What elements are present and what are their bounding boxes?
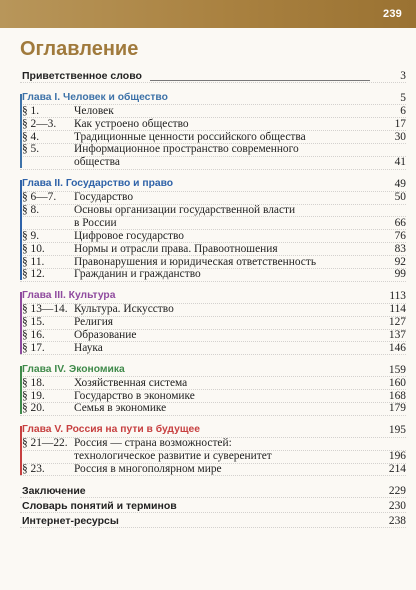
section-title: Россия — страна возможностей: <box>74 437 232 450</box>
toc-entry-closing[interactable] <box>20 485 406 498</box>
entry-title: Словарь понятий и терминов <box>22 499 177 512</box>
chapter-section <box>20 290 406 354</box>
section-number: § 8. <box>22 204 40 217</box>
section-title: Религия <box>74 316 114 329</box>
section-number: § 10. <box>22 242 45 255</box>
entry-page: 238 <box>388 514 406 527</box>
row-separator <box>20 512 406 513</box>
section-page: 99 <box>394 268 406 281</box>
toc-entry[interactable] <box>20 437 406 450</box>
chapter-section <box>20 424 406 476</box>
chapter-title: Глава IV. Экономика <box>22 363 125 375</box>
row-separator <box>20 169 406 170</box>
section-title: Традиционные ценности российского общества <box>74 130 306 143</box>
section-title: Семья в экономике <box>74 402 167 415</box>
section-number: § 2—3. <box>22 117 57 130</box>
chapter-section <box>20 364 406 416</box>
section-page: 196 <box>388 450 406 463</box>
entry-title: Интернет-ресурсы <box>22 514 119 527</box>
section-title: Как устроено общество <box>74 117 189 130</box>
section-number: § 5. <box>22 143 40 156</box>
toc-entry[interactable] <box>20 256 406 269</box>
chapter-page: 159 <box>388 363 406 376</box>
section-page: 168 <box>388 389 406 402</box>
toc-entry[interactable] <box>20 342 406 355</box>
section-page: 17 <box>394 117 406 130</box>
chapter-page: 5 <box>400 91 406 104</box>
toc-entry[interactable] <box>20 204 406 217</box>
section-title: технологическое развитие и суверенитет <box>74 450 272 463</box>
section-page: 214 <box>388 463 406 476</box>
section-page: 83 <box>394 242 406 255</box>
section-title: Образование <box>74 329 137 342</box>
entry-page: 229 <box>388 484 406 497</box>
section-number: § 13—14. <box>22 303 68 316</box>
chapter-page: 49 <box>394 178 406 191</box>
chapter-title: Глава II. Государство и право <box>22 178 174 190</box>
row-separator <box>20 281 406 282</box>
section-page: 6 <box>400 104 406 117</box>
row-separator <box>20 475 406 476</box>
toc-entry-closing[interactable] <box>20 515 406 528</box>
chapter-color-bar <box>20 366 22 415</box>
toc-entry[interactable] <box>20 329 406 342</box>
section-title: в России <box>74 216 117 229</box>
section-page: 137 <box>388 329 406 342</box>
chapter-page: 113 <box>389 290 406 303</box>
section-title: Россия в многополярном мире <box>74 463 222 476</box>
toc-entry[interactable] <box>20 143 406 156</box>
row-separator <box>20 415 406 416</box>
leader-line <box>150 80 370 81</box>
toc-entry[interactable] <box>20 402 406 415</box>
row-separator <box>20 82 406 83</box>
section-page: 76 <box>394 229 406 242</box>
chapter-heading[interactable] <box>20 424 406 437</box>
section-page: 114 <box>389 303 406 316</box>
toc-entry[interactable] <box>20 156 406 169</box>
section-number: § 21—22. <box>22 437 68 450</box>
toc-entry[interactable] <box>20 377 406 390</box>
toc-heading: Оглавление <box>20 38 139 60</box>
entry-title: Заключение <box>22 484 86 497</box>
section-page: 66 <box>394 216 406 229</box>
toc-entry[interactable] <box>20 217 406 230</box>
toc-entry[interactable] <box>20 243 406 256</box>
page-number: 239 <box>383 8 402 20</box>
chapter-page: 195 <box>388 424 406 437</box>
chapter-title: Глава I. Человек и общество <box>22 91 168 103</box>
row-separator <box>20 354 406 355</box>
section-title: общества <box>74 156 120 169</box>
toc-entry-closing[interactable] <box>20 500 406 513</box>
toc-entry[interactable] <box>20 303 406 316</box>
section-number: § 12. <box>22 268 45 281</box>
section-page: 127 <box>388 316 406 329</box>
toc-entry[interactable] <box>20 463 406 476</box>
toc-entry[interactable] <box>20 268 406 281</box>
chapter-color-bar <box>20 426 22 475</box>
toc-entry[interactable] <box>20 105 406 118</box>
section-title: Информационное пространство современного <box>74 143 299 156</box>
toc-entry[interactable] <box>20 131 406 144</box>
entry-page: 230 <box>388 499 406 512</box>
section-title: Нормы и отрасли права. Правоотношения <box>74 242 278 255</box>
toc-entry[interactable] <box>20 316 406 329</box>
section-page: 179 <box>388 402 406 415</box>
chapter-color-bar <box>20 292 22 353</box>
toc-entry[interactable] <box>20 450 406 463</box>
entry-page: 3 <box>400 70 406 82</box>
section-page: 41 <box>394 156 406 169</box>
row-separator <box>20 497 406 498</box>
chapter-heading[interactable] <box>20 92 406 105</box>
section-number: § 11. <box>22 255 45 268</box>
section-number: § 17. <box>22 341 45 354</box>
toc-entry[interactable] <box>20 230 406 243</box>
section-title: Гражданин и гражданство <box>74 268 201 281</box>
toc-entry[interactable] <box>20 191 406 204</box>
section-title: Культура. Искусство <box>74 303 174 316</box>
chapter-title: Глава V. Россия на пути в будущее <box>22 424 200 436</box>
row-separator <box>20 527 406 528</box>
chapter-heading[interactable] <box>20 290 406 303</box>
section-number: § 18. <box>22 376 45 389</box>
section-number: § 9. <box>22 229 40 242</box>
chapter-title: Глава III. Культура <box>22 290 116 302</box>
toc-entry[interactable] <box>20 390 406 403</box>
section-title: Государство в экономике <box>74 389 195 402</box>
chapter-color-bar <box>20 94 22 168</box>
section-number: § 20. <box>22 402 45 415</box>
table-of-contents <box>20 70 406 530</box>
chapter-heading[interactable] <box>20 364 406 377</box>
header-band <box>0 0 416 28</box>
section-number: § 6—7. <box>22 191 57 204</box>
section-page: 30 <box>394 130 406 143</box>
chapter-color-bar <box>20 180 22 280</box>
section-number: § 15. <box>22 316 45 329</box>
section-title: Наука <box>74 341 103 354</box>
section-title: Основы организации государственной власти <box>74 204 296 217</box>
section-number: § 23. <box>22 463 45 476</box>
section-page: 146 <box>388 341 406 354</box>
section-page: 92 <box>394 255 406 268</box>
toc-entry[interactable] <box>20 118 406 131</box>
section-number: § 19. <box>22 389 45 402</box>
section-title: Хозяйственная система <box>74 376 188 389</box>
section-number: § 4. <box>22 130 40 143</box>
chapter-section <box>20 92 406 169</box>
section-number: § 16. <box>22 329 45 342</box>
section-title: Человек <box>74 104 114 117</box>
toc-entry-intro[interactable] <box>20 70 406 83</box>
section-page: 50 <box>394 191 406 204</box>
entry-title: Приветственное слово <box>22 70 142 82</box>
section-page: 160 <box>388 376 406 389</box>
section-title: Цифровое государство <box>74 229 184 242</box>
section-title: Государство <box>74 191 134 204</box>
section-number: § 1. <box>22 104 40 117</box>
section-title: Правонарушения и юридическая ответственность <box>74 255 317 268</box>
chapter-heading[interactable] <box>20 178 406 191</box>
chapter-section <box>20 178 406 281</box>
